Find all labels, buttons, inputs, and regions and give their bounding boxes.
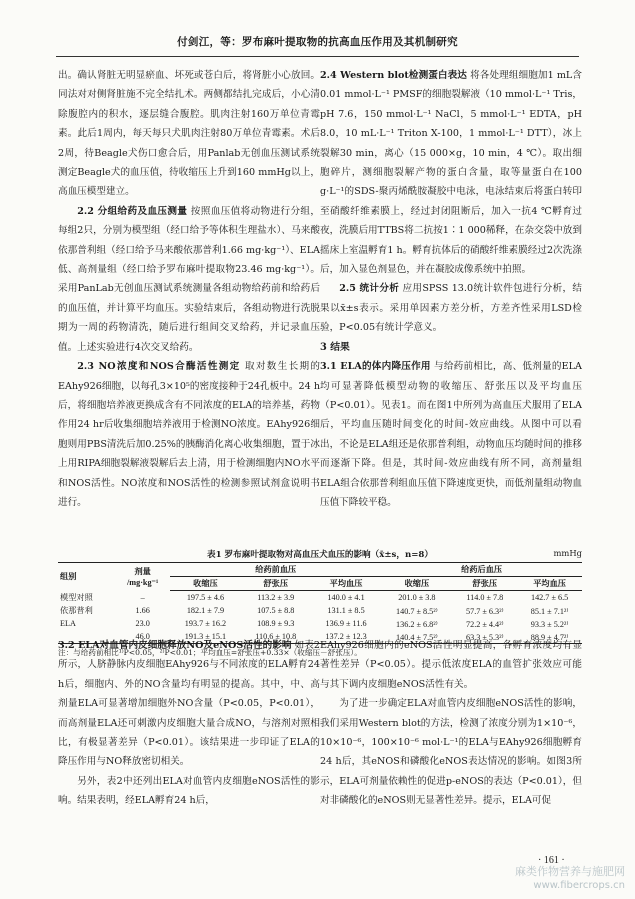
section-heading-2-3: 2.3 NO浓度和NOS合酶活性测定 xyxy=(77,361,241,373)
bottom-right-column xyxy=(320,636,582,811)
table-row: ELA 23.0 193.7 ± 16.2 108.9 ± 9.3 136.9 ± 11.6 136.2 ± 6.8²⁾ 72.2 ± 4.4²⁾ 93.3 ± 5.2²⁾ xyxy=(60,619,569,629)
paragraph-western-blot: 2.4 Western blot检测蛋白表达 将各处理组细胞加1 mL含0.01 mmol·L⁻¹ PMSF的细胞裂解液（10 mmol·L⁻¹ Tris，pH 7.6，150 mmol·L⁻¹ NaCl，5 mmol·L⁻¹ EDTA，pH 8.0，10 mL·L⁻¹ Triton X-100，1 mmol·L⁻¹ DTT），冰上裂解30 min，离心（15 000×g，10 min，4 ℃）。取出细胞碎片，测细胞裂解产物的蛋白含量，取等量蛋白在100 g·L⁻¹的SDS-聚丙烯酰胺凝胶中电泳，电泳结束后将蛋白转印至硝酸纤维素膜上，经过封闭阻断后，加入一抗4 ℃孵育过夜，洗膜后用TTBS将二抗按1∶1 000稀释，在杂交袋中放到摇床上室温孵育1 h。孵育抗体后的硝酸纤维素膜经过2次洗涤后，加入显色剂显色，并在凝胶成像系统中拍照。 xyxy=(320,70,582,276)
col-header-after: 给药后血压 xyxy=(381,563,582,577)
blood-pressure-table xyxy=(58,562,582,644)
table-row: 46.0 191.3 ± 15.1 110.6 ± 10.8 137.2 ± 12.3 140.4 ± 7.5²⁾ 63.3 ± 5.3²⁾ 88.9 ± 4.7²⁾ xyxy=(58,630,582,644)
table-row: 模型对照 – 197.5 ± 4.6 113.2 ± 3.9 140.0 ± 4.1 201.0 ± 3.8 114.0 ± 7.8 142.7 ± 6.5 xyxy=(60,592,569,602)
col-header-sub: 收缩压 xyxy=(170,577,241,591)
paragraph-no-assay: 2.3 NO浓度和NOS合酶活性测定 取对数生长期的EAhy926细胞，以每孔3×10⁵的密度接种于24孔板中。24 h后，将细胞培养液更换成含有不同浓度的ELA的培养基，药物作用24 hr后收集细胞培养液用于检测NO浓度。EAhy926细胞则用PBS清洗后加0.25%的胰酶消化离心收集细胞，置于冰上用RIPA细胞裂解液裂解后去上清，用于检测细胞内NO水平和NOS活性。NO浓度和NOS活性的检测参照试剂盒说明书进行。 xyxy=(58,361,320,508)
bottom-left-column xyxy=(58,636,320,811)
table-note: 注：与给药前相比¹⁾P<0.05，²⁾P<0.01；平均血压=舒张压+0.33×（收缩压－舒张压）。 xyxy=(58,648,362,657)
paragraph-western-result: 为了进一步确定ELA对血管内皮细胞eNOS活性的影响，我们采用Western blot的方法，检测了浓度分别为1×10⁻⁶，10×10⁻⁶，100×10⁻⁶ mol·L⁻¹的ELA与EAhy926细胞孵育24 h后，其eNOS和磷酸化eNOS表达情况的影响。如图3所示，ELA可剂量依赖性的促进p-eNOS的表达（P<0.01），但对非磷酸化的eNOS则无显著性差异。提示，ELA可促 xyxy=(320,698,582,807)
col-header-dose: 剂量 /mg·kg⁻¹ xyxy=(115,563,170,591)
paragraph-enos-activity: 另外，表2中还列出ELA对血管内皮细胞eNOS活性的影响。结果表明，经ELA孵育24 h后， xyxy=(58,775,320,807)
section-heading-3-1: 3.1 ELA的体内降压作用 xyxy=(320,361,431,373)
table-caption: 表1 罗布麻叶提取物对高血压犬血压的影响（x̄±s，n=8） mmHg xyxy=(206,548,582,560)
right-column xyxy=(320,66,582,512)
header-rule xyxy=(56,56,579,57)
running-head: 付剑江，等：罗布麻叶提取物的抗高血压作用及其机制研究 xyxy=(177,36,458,48)
left-column xyxy=(58,66,320,512)
col-header-before: 给药前血压 xyxy=(170,563,381,577)
paragraph-grouping: 2.2 分组给药及血压测量 按照血压值将动物进行分组，每组2只，分别为模型组（经口给予等体积生理盐水）、马来酸依那普利组（经口给予马来酸依那普利1.66 mg·kg⁻¹）、ELA低、高剂量组（经口给予罗布麻叶提取物23.46 mg·kg⁻¹）。采用PanLab无创血压测试系统测量各组动物给药前和给药后的血压值，并计算平均血压。实验结束后，各组动物进行洗脱期为一周的药物清洗，随后进行组间交叉给药，并记录血压值。上述实验进行4次交叉给药。 xyxy=(58,205,321,353)
section-heading-3-2: 3.2 ELA对血管内皮细胞释放NO及eNOS活性的影响 xyxy=(58,640,292,651)
section-heading-2-4: 2.4 Western blot检测蛋白表达 xyxy=(320,70,467,81)
col-header-sub: 舒张压 xyxy=(241,577,311,591)
section-heading-2-5: 2.5 统计分析 xyxy=(339,283,400,295)
col-header-sub: 舒张压 xyxy=(452,577,517,591)
section-heading-2-2: 2.2 分组给药及血压测量 xyxy=(77,205,188,217)
col-header-sub: 平均血压 xyxy=(311,577,382,591)
paragraph-no-release: 3.2 ELA对血管内皮细胞释放NO及eNOS活性的影响 如表2所示，人脐静脉内皮细胞EAhy926与不同浓度的ELA孵育24 h后，细胞内、外的NO含量均有明显的提高。其中，中、高剂量ELA可显著增加细胞外NO含量（P<0.05，P<0.01），而高剂量ELA还可刺激内皮细胞大量合成NO，与溶剂对照相比，有极显著差异（P<0.01）。该结果进一步印证了ELA的降压作用与NO释放密切相关。 xyxy=(58,640,320,768)
page-number: · 161 · xyxy=(538,855,565,866)
paragraph-enos-continued: EAhy926细胞内的eNOS活性明显提高，各孵育浓度均有显著性差异（P<0.05）。提示低浓度ELA的血管扩张效应可能与其下调内皮细胞eNOS活性有关。 xyxy=(320,640,582,690)
table-row: 依那普利 1.66 182.1 ± 7.9 107.5 ± 8.8 131.1 ± 8.5 140.7 ± 8.5²⁾ 57.7 ± 6.3²⁾ 85.1 ± 7.1²⁾ xyxy=(60,606,569,616)
watermark: 麻类作物营养与施肥网 www.fibercrops.cn xyxy=(515,865,625,891)
paragraph-surgery: 出。确认肾脏无明显瘀血、坏死或苍白后，将肾脏小心放回。同法对对侧肾脏施不完全结扎术。两侧都结扎完成后，小心清除腹腔内的积水，逐层缝合腹腔。肌肉注射160万单位青霉素。此后1周内，每天每只犬肌肉注射80万单位青霉素。术后2周，待Beagle犬伤口愈合后，用Panlab无创血压测试系统测定Beagle犬的血压值，待收缩压上升到160 mmHg以上，高血压模型建立。 xyxy=(58,70,320,198)
table-unit: mmHg xyxy=(553,548,582,558)
section-heading-3: 3 结果 xyxy=(320,341,350,353)
col-header-group: 组别 xyxy=(58,563,115,591)
paragraph-in-vivo: 3.1 ELA的体内降压作用 与给药前相比，高、低剂量的ELA均可显著降低模型动物的收缩压、舒张压以及平均血压（P<0.01）。见表1。而在图1中所列为高血压犬服用了ELA后，平均血压随时间变化的时间-效应曲线。从图中可以看出，不论是ELA组还是依那普利组，动物血压均随时间的推移而逐渐下降。但是，其时间-效应曲线有所不同，高剂量组ELA组合依那普利组血压值下降速度更快，而低剂量组动物血压值下降较平稳。 xyxy=(320,361,582,508)
paragraph-statistics: 2.5 统计分析 应用SPSS 13.0统计软件包进行分析，结果以x̄±s表示。采用单因素方差分析，方差齐性采用LSD检验，P<0.05有统计学意义。 xyxy=(320,283,583,334)
col-header-sub: 平均血压 xyxy=(517,577,582,591)
col-header-sub: 收缩压 xyxy=(381,577,452,591)
